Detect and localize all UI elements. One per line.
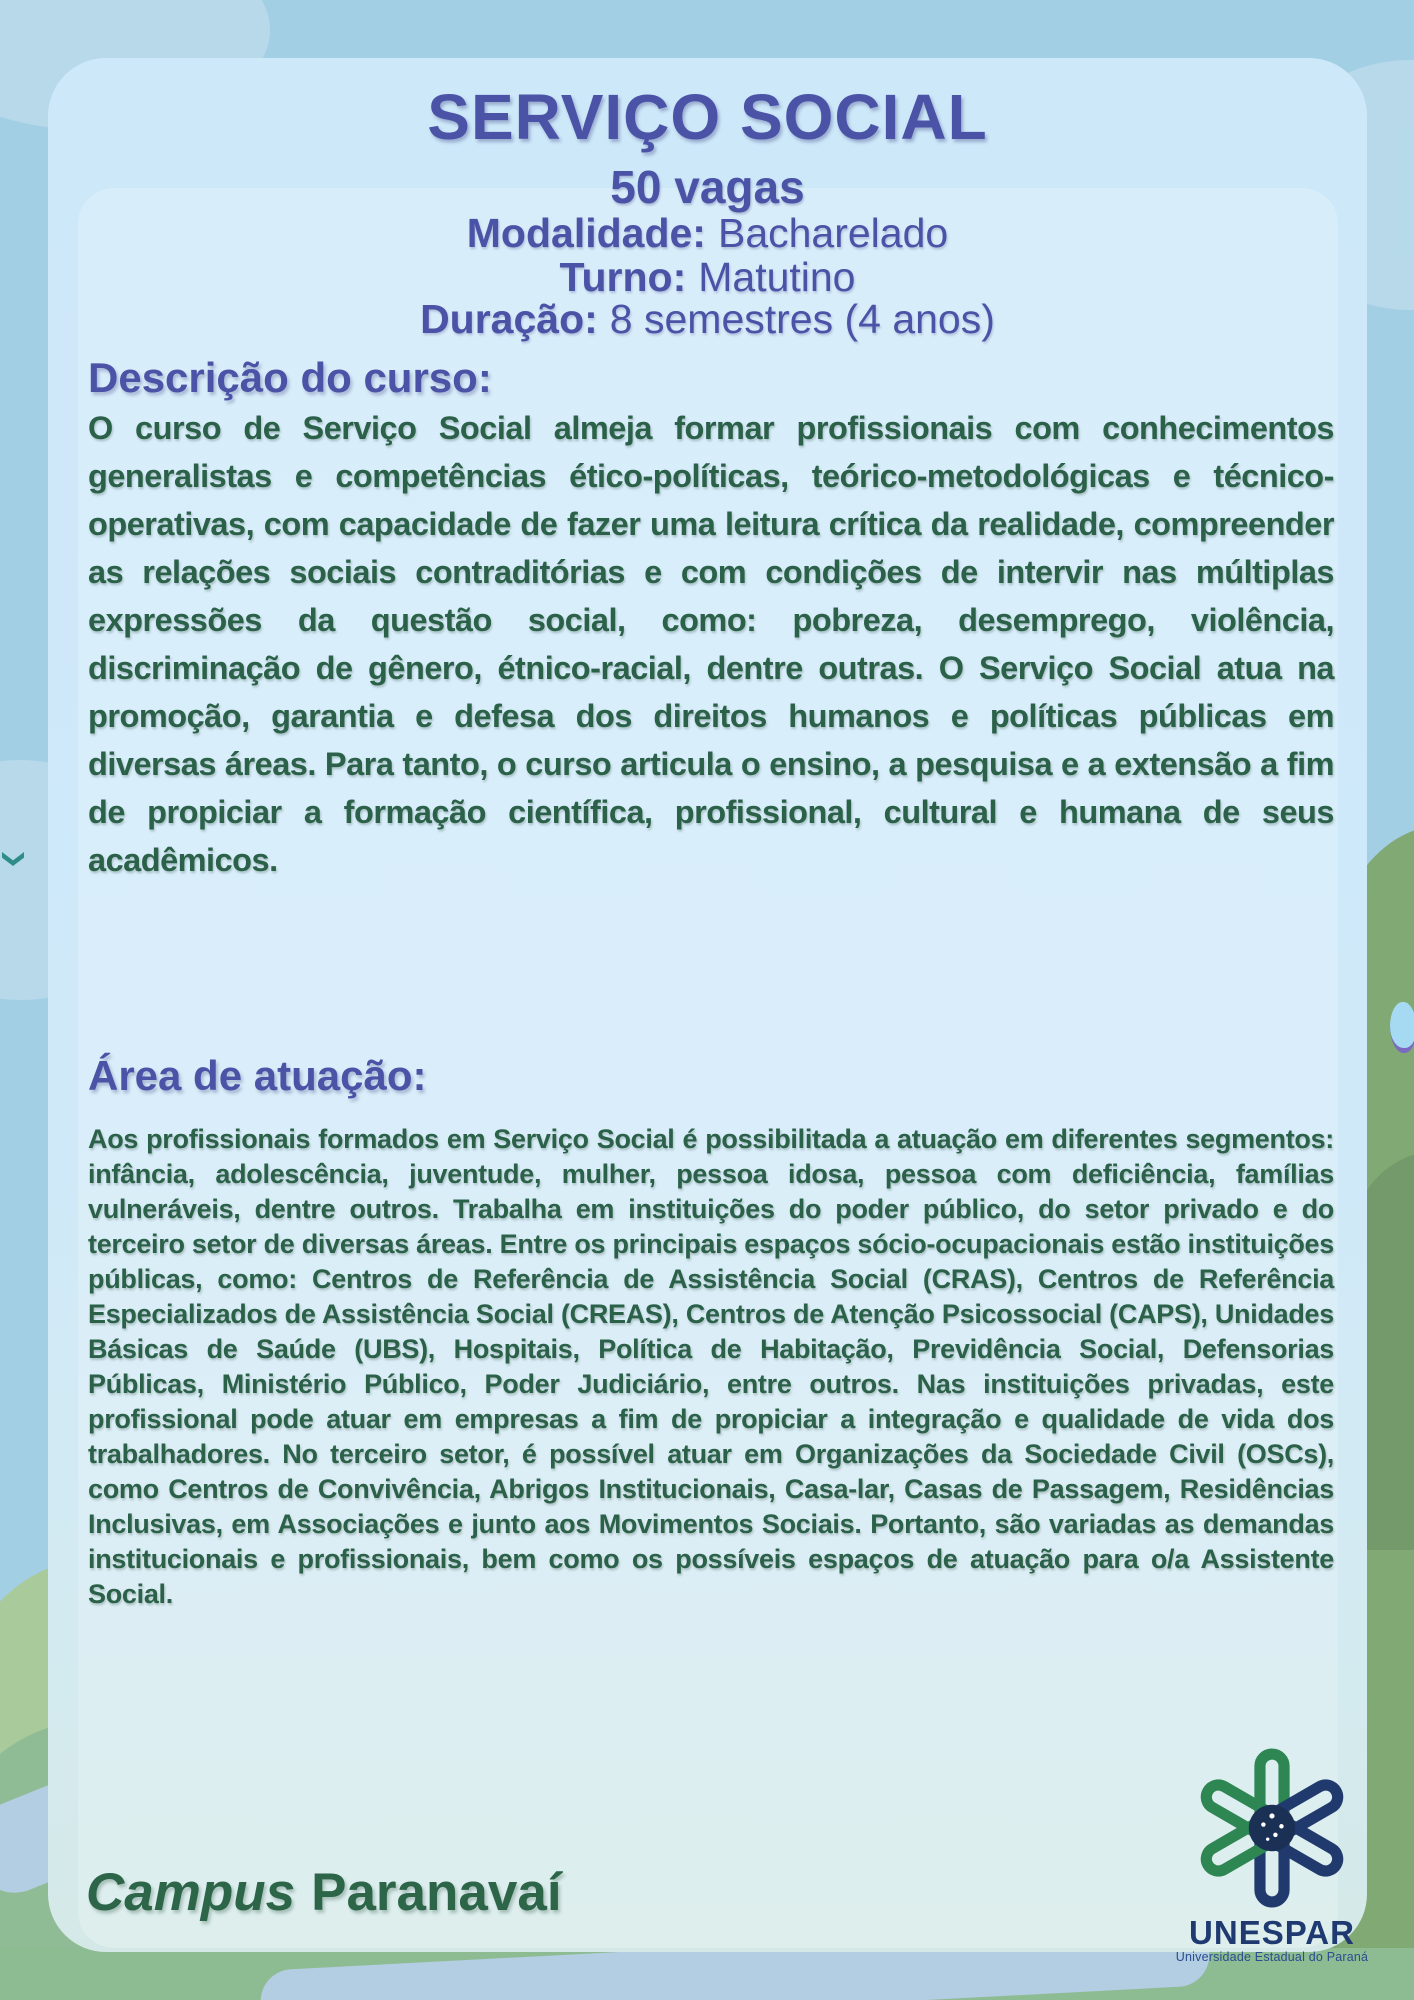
campus-label [86, 1862, 562, 1923]
page-title: SERVIÇO SOCIAL [427, 81, 988, 153]
vacancies-text: 50 vagas [610, 161, 805, 213]
campus-name: Paranavaí [311, 1863, 562, 1922]
section-heading-area: Área de atuação: [88, 1052, 427, 1099]
detail-modalidade [48, 210, 1367, 257]
section-heading-description: Descrição do curso: [88, 354, 492, 401]
unespar-flower-logo-icon [1186, 1742, 1358, 1914]
detail-duracao [48, 296, 1367, 343]
unespar-wordmark: UNESPAR [1189, 1914, 1355, 1951]
detail-label: Duração: [420, 296, 598, 342]
detail-value: 8 semestres (4 anos) [609, 296, 995, 342]
detail-turno [48, 254, 1367, 301]
description-paragraph: O curso de Serviço Social almeja formar profissionais com conhecimentos generalistas e competências ético-políticas, teórico-metodológicas e técnico-operativas, com capacidade de fazer uma leitura crítica da realidade, compreender as relações sociais contraditórias e com condições de intervir nas múltiplas expressões da questão social, como: pobreza, desemprego, violência, discriminação de gênero, étnico-racial, dentre outras. O Serviço Social atua na promoção, garantia e defesa dos direitos humanos e políticas públicas em diversas áreas. Para tanto, o curso articula o ensino, a pesquisa e a extensão a fim de propiciar a formação científica, profissional, cultural e humana de seus acadêmicos. [88, 410, 1334, 878]
leaf-mark [1390, 1002, 1414, 1053]
detail-label: Turno: [559, 254, 687, 300]
detail-label: Modalidade: [466, 210, 706, 256]
campus-word: Campus [86, 1863, 296, 1922]
detail-value: Matutino [698, 254, 856, 300]
unespar-subtitle: Universidade Estadual do Paraná [1175, 1950, 1369, 1964]
area-paragraph: Aos profissionais formados em Serviço Social é possibilitada a atuação em diferentes segmentos: infância, adolescência, juventude, mulher, pessoa idosa, pessoa com deficiência, famílias vulneráveis, dentre outros. Trabalha em instituições do poder público, do setor privado e do terceiro setor de diversas áreas. Entre os principais espaços sócio-ocupacionais estão instituições públicas, como: Centros de Referência de Assistência Social (CRAS), Centros de Referência Especializados de Assistência Social (CREAS), Centros de Atenção Psicossocial (CAPS), Unidades Básicas de Saúde (UBS), Hospitais, Política de Habitação, Previdência Social, Defensorias Públicas, Ministério Público, Poder Judiciário, entre outros. Nas instituições privadas, este profissional pode atuar em empresas a fim de propiciar a integração e qualidade de vida dos trabalhadores. No terceiro setor, é possível atuar em Organizações da Sociedade Civil (OSCs), como Centros de Convivência, Abrigos Institucionais, Casa-lar, Casas de Passagem, Residências Inclusivas, em Associações e junto aos Movimentos Sociais. Portanto, são variadas as demandas institucionais e profissionais, bem como os possíveis espaços de atuação para o/a Assistente Social. [88, 1124, 1334, 1609]
unespar-logo [1172, 1742, 1372, 1965]
detail-value: Bacharelado [717, 210, 949, 256]
